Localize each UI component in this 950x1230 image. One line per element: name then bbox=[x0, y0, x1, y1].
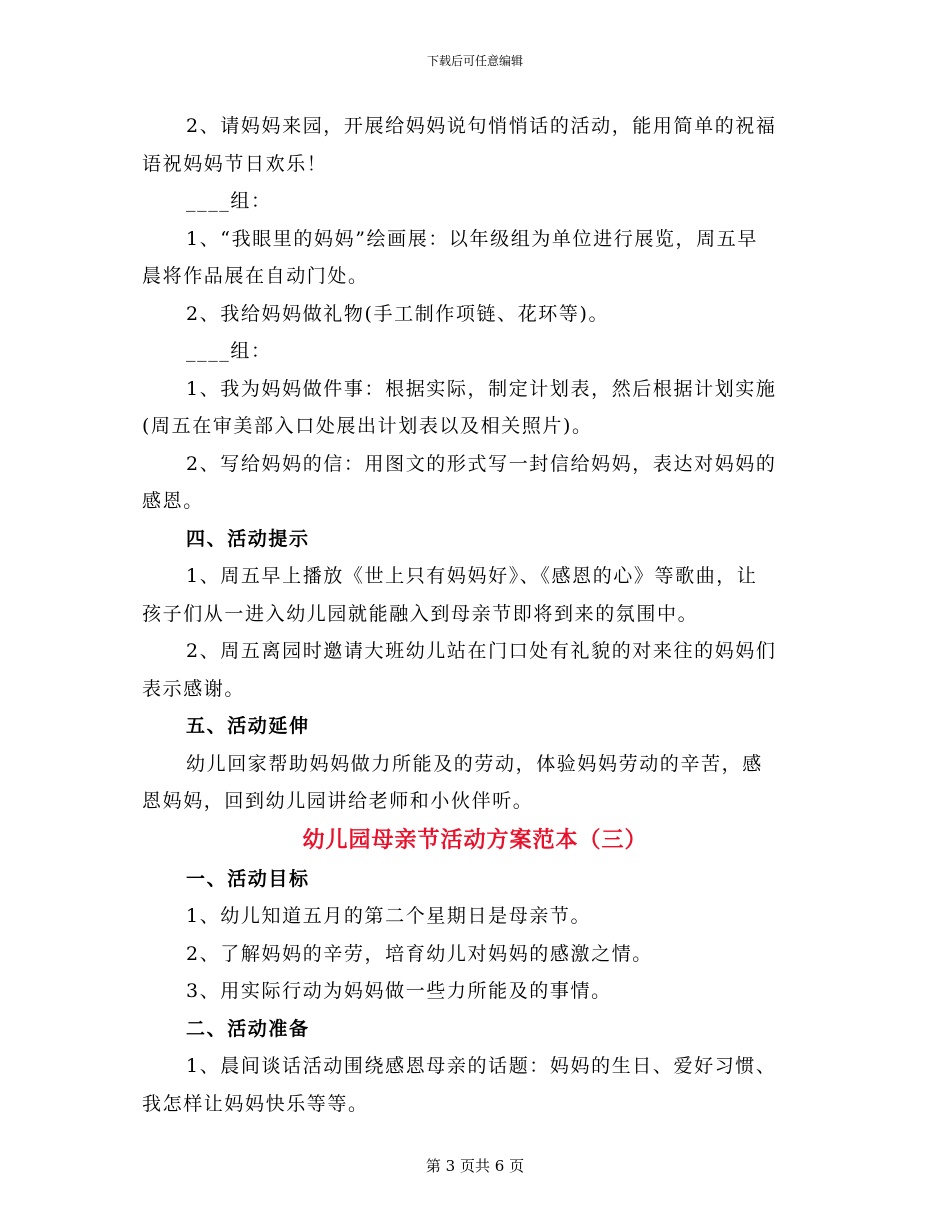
paragraph-line: 孩子们从一进入幼儿园就能融入到母亲节即将到来的氛围中。 bbox=[142, 602, 699, 625]
paragraph-line: 2、写给妈妈的信：用图文的形式写一封信给妈妈，表达对妈妈的 bbox=[186, 452, 777, 475]
paragraph-line: 2、了解妈妈的辛劳，培育幼儿对妈妈的感激之情。 bbox=[186, 942, 653, 965]
document-body bbox=[142, 108, 808, 1123]
paragraph-line: 感恩。 bbox=[142, 490, 204, 512]
paragraph-line: 1、“我眼里的妈妈”绘画展：以年级组为单位进行展览，周五早 bbox=[186, 227, 758, 250]
paragraph-line: 1、晨间谈话活动围绕感恩母亲的话题：妈妈的生日、爱好习惯、 bbox=[186, 1055, 777, 1077]
paragraph-line: 幼儿回家帮助妈妈做力所能及的劳动，体验妈妈劳动的辛苦，感 bbox=[186, 752, 763, 775]
section-heading: 一、活动目标 bbox=[186, 867, 310, 890]
paragraph-line: 表示感谢。 bbox=[142, 677, 246, 700]
section-heading: 四、活动提示 bbox=[186, 527, 310, 550]
paragraph-line: 恩妈妈，回到幼儿园讲给老师和小伙伴听。 bbox=[142, 790, 534, 812]
page-number-footer: 第 3 页共 6 页 bbox=[425, 1157, 525, 1175]
paragraph-line: (周五在审美部入口处展出计划表以及相关照片)。 bbox=[142, 415, 593, 437]
paragraph-line: 1、幼儿知道五月的第二个星期日是母亲节。 bbox=[186, 905, 592, 927]
group-label: ____组： bbox=[186, 190, 272, 212]
paragraph-line: 我怎样让妈妈快乐等等。 bbox=[142, 1092, 369, 1115]
paragraph-line: 1、周五早上播放《世上只有妈妈好》、《感恩的心》等歌曲，让 bbox=[186, 565, 758, 587]
paragraph-line: 2、请妈妈来园，开展给妈妈说句悄悄话的活动，能用简单的祝福 bbox=[186, 115, 777, 137]
paragraph-line: 2、我给妈妈做礼物(手工制作项链、花环等)。 bbox=[186, 302, 610, 325]
paragraph-line: 1、我为妈妈做件事：根据实际，制定计划表，然后根据计划实施 bbox=[186, 377, 777, 400]
section-heading: 二、活动准备 bbox=[186, 1017, 310, 1040]
group-label: ____组： bbox=[186, 340, 272, 362]
section-heading: 五、活动延伸 bbox=[186, 715, 310, 737]
paragraph-line: 晨将作品展在自动门处。 bbox=[142, 265, 369, 287]
paragraph-line: 2、周五离园时邀请大班幼儿站在门口处有礼貌的对来往的妈妈们 bbox=[186, 640, 777, 662]
document-title: 幼儿园母亲节活动方案范本（三） bbox=[302, 827, 648, 853]
paragraph-line: 3、用实际行动为妈妈做一些力所能及的事情。 bbox=[186, 980, 612, 1002]
paragraph-line: 语祝妈妈节日欢乐！ bbox=[142, 152, 328, 175]
page-header-note: 下载后可任意编辑 bbox=[426, 54, 523, 68]
